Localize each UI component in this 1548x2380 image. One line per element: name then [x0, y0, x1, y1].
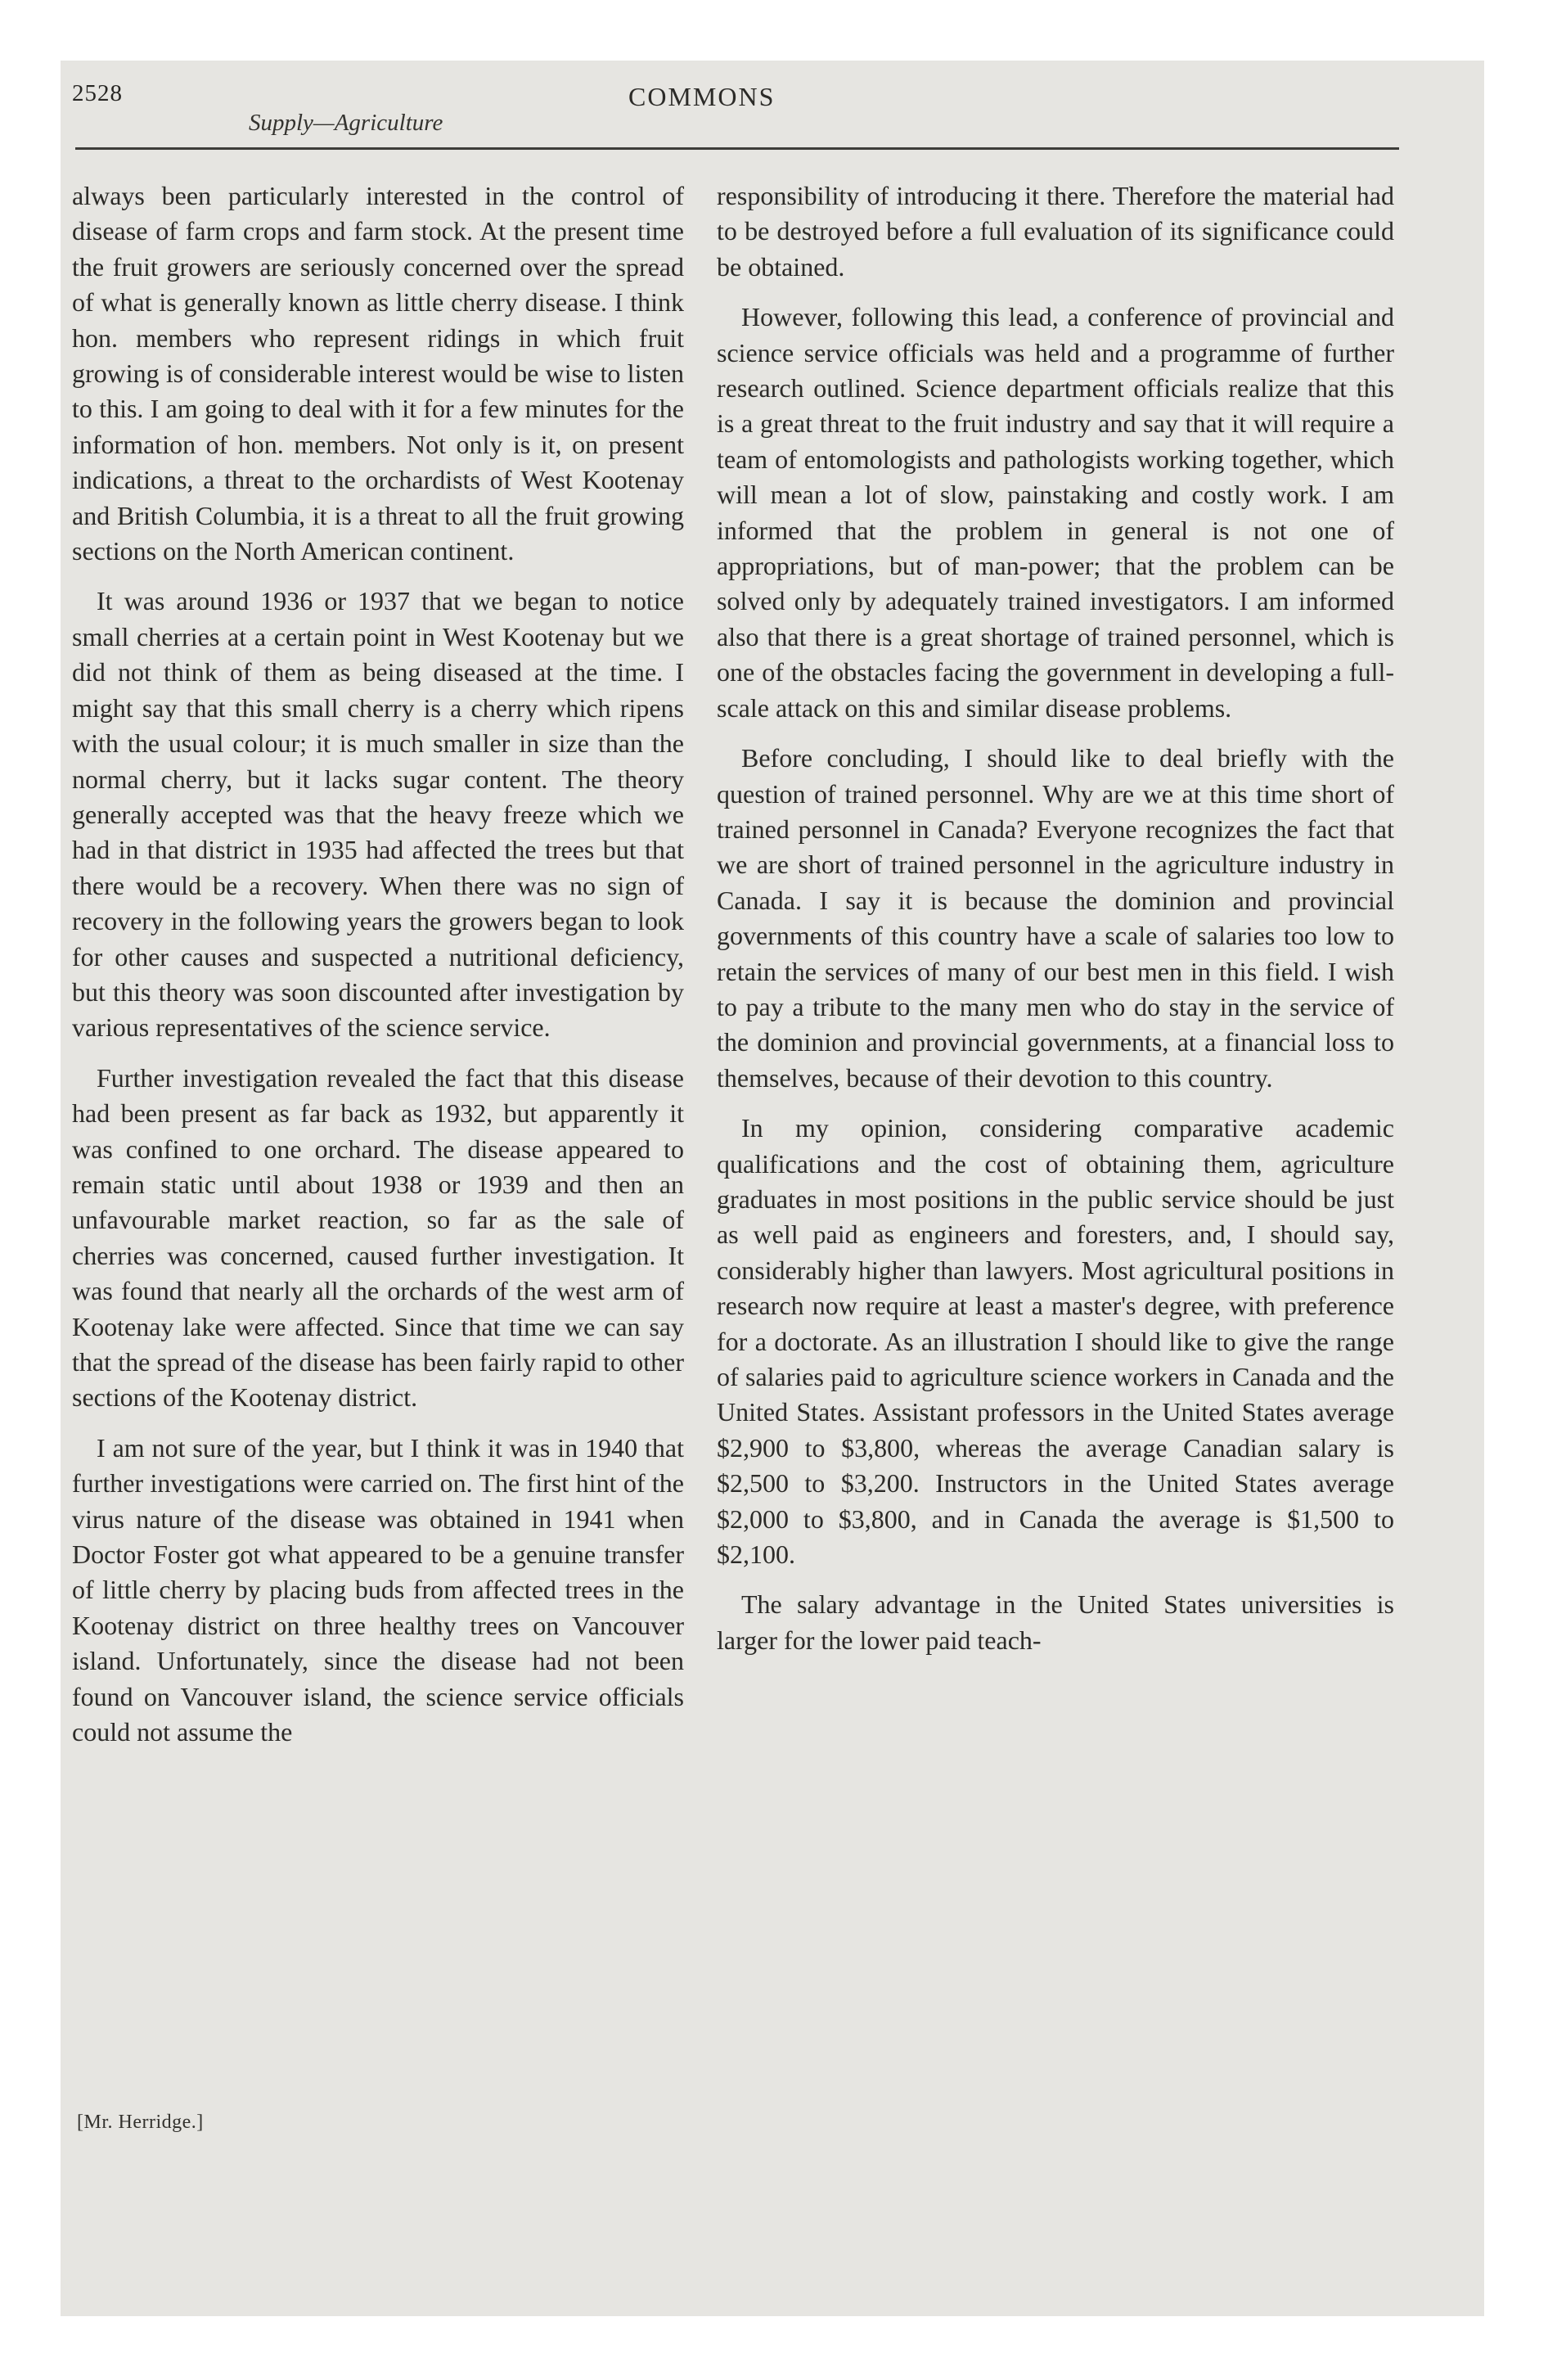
paragraph: always been particularly interested in the control of disease of farm crops and farm stock. At the present time the fruit growers are seriously concerned over the spread of what is generally known as little cherry disease. I think hon. members who represent ridings in which fruit growing is of considerable interest would be wise to listen to this. I am going to deal with it for a few minutes for the information of hon. members. Not only is it, on present indications, a threat to the orchardists of West Kootenay and British Columbia, it is a threat to all the fruit growing sections on the North American continent. [72, 181, 684, 566]
section-title: Supply—Agriculture [249, 110, 443, 136]
paragraph: Further investigation revealed the fact that this disease had been present as far back as 1932, but apparently it was confined to one orchard. The disease appeared to remain static until about 1938 or 1939 and then an unfavourable market reaction, so far as the sale of cherries was concerned, caused further investigation. It was found that nearly all the orchards of the west arm of Kootenay lake were affected. Since that time we can say that the spread of the disease has been fairly rapid to other sections of the Kootenay district. [72, 1062, 684, 1413]
paragraph: responsibility of introducing it there. Therefore the material had to be destroyed before a full evaluation of its significance could be obtained. [717, 181, 1394, 282]
paragraph: It was around 1936 or 1937 that we began to notice small cherries at a certain point in West Kootenay but we did not think of them as being diseased at the time. I might say that this small cherry is a cherry which ripens with the usual colour; it is much smaller in size than the normal cherry, but it lacks sugar content. The theory generally accepted was that the heavy freeze which we had in that district in 1935 had affected the trees but that there would be a recovery. When there was no sign of recovery in the following years the growers began to look for other causes and suspected a nutritional deficiency, but this theory was soon discounted after investigation by various representatives of the science service. [72, 586, 684, 1043]
page-number: 2528 [72, 80, 123, 106]
left-column [72, 178, 684, 1765]
header-rule [75, 147, 1399, 150]
right-column [717, 178, 1394, 1673]
house-title: COMMONS [628, 82, 776, 111]
paragraph: The salary advantage in the United States universities is larger for the lower paid teach- [717, 1589, 1394, 1655]
paragraph: However, following this lead, a conference of provincial and science service officials was held and a programme of further research outlined. Science department officials realize that this is a great threat to the fruit industry and say that it will require a team of entomologists and pathologists working together, which will mean a lot of slow, painstaking and costly work. I am informed that the problem in general is not one of appropriations, but of man-power; that the problem can be solved only by adequately trained investigators. I am informed also that there is a great shortage of trained personnel, which is one of the obstacles facing the government in developing a full-scale attack on this and similar disease problems. [717, 302, 1394, 723]
speaker-note: [Mr. Herridge.] [77, 2112, 204, 2133]
paragraph: I am not sure of the year, but I think it was in 1940 that further investigations were carried on. The first hint of the virus nature of the disease was obtained in 1941 when Doctor Foster got what appeared to be a genuine transfer of little cherry by placing buds from affected trees in the Kootenay district on three healthy trees on Vancouver island. Unfortunately, since the disease had not been found on Vancouver island, the science service officials could not assume the [72, 1432, 684, 1747]
paragraph: Before concluding, I should like to deal briefly with the question of trained personnel. Why are we at this time short of trained personnel in Canada? Everyone recognizes the fact that we are short of trained personnel in the agriculture industry in Canada. I say it is because the dominion and provincial governments of this country have a scale of salaries too low to retain the services of many of our best men in this field. I wish to pay a tribute to the many men who do stay in the service of the dominion and provincial governments, at a financial loss to themselves, because of their devotion to this country. [717, 743, 1394, 1093]
paragraph: In my opinion, considering comparative academic qualifications and the cost of obtaining them, agriculture graduates in most positions in the public service should be just as well paid as engineers and foresters, and, I should say, considerably higher than lawyers. Most agricultural positions in research now require at least a master's degree, with preference for a doctorate. As an illustration I should like to give the range of salaries paid to agriculture science workers in Canada and the United States. Assistant professors in the United States average $2,900 to $3,800, whereas the average Canadian salary is $2,500 to $3,200. Instructors in the United States average $2,000 to $3,800, and in Canada the average is $1,500 to $2,100. [717, 1113, 1394, 1570]
